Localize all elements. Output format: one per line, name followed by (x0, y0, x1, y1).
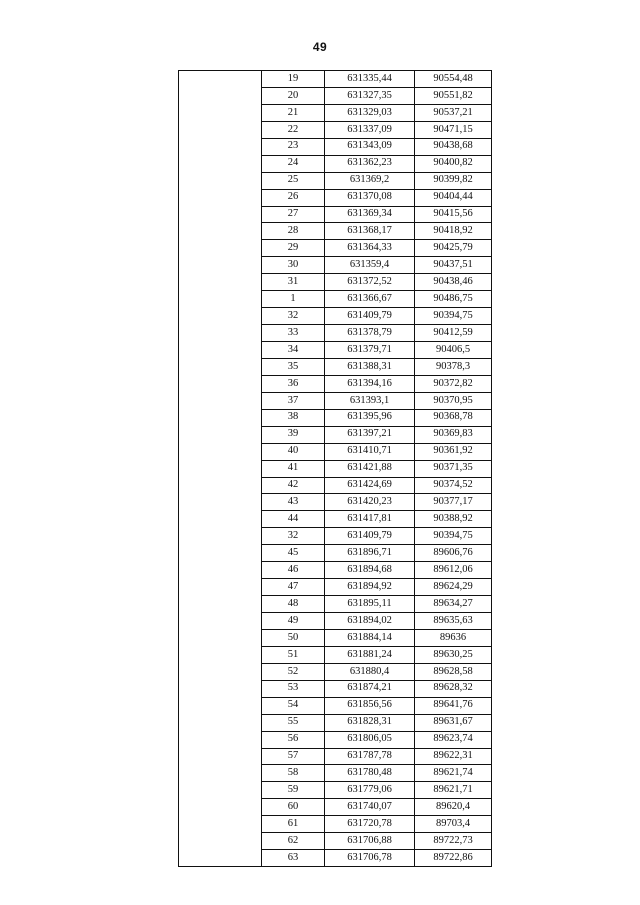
x-coordinate-cell: 631894,02 (325, 613, 415, 630)
y-coordinate-cell: 90486,75 (415, 291, 492, 308)
x-coordinate-cell: 631420,23 (325, 494, 415, 511)
y-coordinate-cell: 89628,58 (415, 663, 492, 680)
x-coordinate-cell: 631369,34 (325, 206, 415, 223)
y-coordinate-cell: 89630,25 (415, 646, 492, 663)
x-coordinate-cell: 631366,67 (325, 291, 415, 308)
x-coordinate-cell: 631856,56 (325, 697, 415, 714)
x-coordinate-cell: 631417,81 (325, 511, 415, 528)
x-coordinate-cell: 631896,71 (325, 545, 415, 562)
x-coordinate-cell: 631828,31 (325, 714, 415, 731)
x-coordinate-cell: 631370,08 (325, 189, 415, 206)
point-number-cell: 45 (262, 545, 325, 562)
x-coordinate-cell: 631369,2 (325, 172, 415, 189)
x-coordinate-cell: 631720,78 (325, 816, 415, 833)
point-number-cell: 24 (262, 155, 325, 172)
x-coordinate-cell: 631424,69 (325, 477, 415, 494)
x-coordinate-cell: 631421,88 (325, 460, 415, 477)
y-coordinate-cell: 90394,75 (415, 308, 492, 325)
y-coordinate-cell: 90374,52 (415, 477, 492, 494)
y-coordinate-cell: 89641,76 (415, 697, 492, 714)
point-number-cell: 52 (262, 663, 325, 680)
point-number-cell: 43 (262, 494, 325, 511)
point-number-cell: 55 (262, 714, 325, 731)
x-coordinate-cell: 631806,05 (325, 731, 415, 748)
y-coordinate-cell: 90361,92 (415, 443, 492, 460)
point-number-cell: 32 (262, 528, 325, 545)
x-coordinate-cell: 631895,11 (325, 596, 415, 613)
point-number-cell: 36 (262, 375, 325, 392)
point-number-cell: 35 (262, 358, 325, 375)
x-coordinate-cell: 631787,78 (325, 748, 415, 765)
y-coordinate-cell: 89612,06 (415, 562, 492, 579)
point-number-cell: 21 (262, 104, 325, 121)
coordinates-table-container (178, 70, 492, 867)
point-number-cell: 20 (262, 87, 325, 104)
x-coordinate-cell: 631706,78 (325, 850, 415, 867)
y-coordinate-cell: 89621,71 (415, 782, 492, 799)
coordinates-table (178, 70, 492, 867)
point-number-cell: 50 (262, 629, 325, 646)
y-coordinate-cell: 89621,74 (415, 765, 492, 782)
y-coordinate-cell: 90551,82 (415, 87, 492, 104)
point-number-cell: 57 (262, 748, 325, 765)
point-number-cell: 22 (262, 121, 325, 138)
y-coordinate-cell: 90399,82 (415, 172, 492, 189)
x-coordinate-cell: 631395,96 (325, 409, 415, 426)
x-coordinate-cell: 631388,31 (325, 358, 415, 375)
point-number-cell: 62 (262, 833, 325, 850)
point-number-cell: 32 (262, 308, 325, 325)
point-number-cell: 47 (262, 579, 325, 596)
x-coordinate-cell: 631368,17 (325, 223, 415, 240)
table-row (179, 71, 492, 88)
x-coordinate-cell: 631409,79 (325, 308, 415, 325)
x-coordinate-cell: 631359,4 (325, 257, 415, 274)
point-number-cell: 51 (262, 646, 325, 663)
x-coordinate-cell: 631335,44 (325, 71, 415, 88)
x-coordinate-cell: 631780,48 (325, 765, 415, 782)
y-coordinate-cell: 89628,32 (415, 680, 492, 697)
y-coordinate-cell: 89631,67 (415, 714, 492, 731)
x-coordinate-cell: 631706,88 (325, 833, 415, 850)
point-number-cell: 37 (262, 392, 325, 409)
x-coordinate-cell: 631884,14 (325, 629, 415, 646)
x-coordinate-cell: 631393,1 (325, 392, 415, 409)
x-coordinate-cell: 631362,23 (325, 155, 415, 172)
y-coordinate-cell: 89623,74 (415, 731, 492, 748)
x-coordinate-cell: 631378,79 (325, 325, 415, 342)
y-coordinate-cell: 90371,35 (415, 460, 492, 477)
y-coordinate-cell: 90369,83 (415, 426, 492, 443)
point-number-cell: 49 (262, 613, 325, 630)
x-coordinate-cell: 631327,35 (325, 87, 415, 104)
x-coordinate-cell: 631337,09 (325, 121, 415, 138)
x-coordinate-cell: 631394,16 (325, 375, 415, 392)
y-coordinate-cell: 90372,82 (415, 375, 492, 392)
point-number-cell: 53 (262, 680, 325, 697)
y-coordinate-cell: 90418,92 (415, 223, 492, 240)
point-number-cell: 60 (262, 799, 325, 816)
point-number-cell: 38 (262, 409, 325, 426)
point-number-cell: 56 (262, 731, 325, 748)
x-coordinate-cell: 631880,4 (325, 663, 415, 680)
y-coordinate-cell: 90415,56 (415, 206, 492, 223)
y-coordinate-cell: 89606,76 (415, 545, 492, 562)
y-coordinate-cell: 90554,48 (415, 71, 492, 88)
y-coordinate-cell: 90378,3 (415, 358, 492, 375)
y-coordinate-cell: 90368,78 (415, 409, 492, 426)
coordinates-table-body (179, 71, 492, 867)
y-coordinate-cell: 89703,4 (415, 816, 492, 833)
y-coordinate-cell: 89624,29 (415, 579, 492, 596)
point-number-cell: 28 (262, 223, 325, 240)
y-coordinate-cell: 89635,63 (415, 613, 492, 630)
y-coordinate-cell: 90537,21 (415, 104, 492, 121)
point-number-cell: 54 (262, 697, 325, 714)
x-coordinate-cell: 631409,79 (325, 528, 415, 545)
x-coordinate-cell: 631397,21 (325, 426, 415, 443)
point-number-cell: 58 (262, 765, 325, 782)
y-coordinate-cell: 90406,5 (415, 342, 492, 359)
y-coordinate-cell: 90394,75 (415, 528, 492, 545)
x-coordinate-cell: 631894,68 (325, 562, 415, 579)
point-number-cell: 23 (262, 138, 325, 155)
point-number-cell: 31 (262, 274, 325, 291)
x-coordinate-cell: 631874,21 (325, 680, 415, 697)
y-coordinate-cell: 90438,46 (415, 274, 492, 291)
point-number-cell: 61 (262, 816, 325, 833)
point-number-cell: 34 (262, 342, 325, 359)
point-number-cell: 44 (262, 511, 325, 528)
y-coordinate-cell: 89636 (415, 629, 492, 646)
y-coordinate-cell: 90404,44 (415, 189, 492, 206)
x-coordinate-cell: 631372,52 (325, 274, 415, 291)
point-number-cell: 48 (262, 596, 325, 613)
point-number-cell: 46 (262, 562, 325, 579)
y-coordinate-cell: 89634,27 (415, 596, 492, 613)
point-number-cell: 29 (262, 240, 325, 257)
y-coordinate-cell: 90400,82 (415, 155, 492, 172)
point-number-cell: 63 (262, 850, 325, 867)
y-coordinate-cell: 89622,31 (415, 748, 492, 765)
x-coordinate-cell: 631779,06 (325, 782, 415, 799)
point-number-cell: 26 (262, 189, 325, 206)
point-number-cell: 30 (262, 257, 325, 274)
x-coordinate-cell: 631379,71 (325, 342, 415, 359)
y-coordinate-cell: 89620,4 (415, 799, 492, 816)
point-number-cell: 1 (262, 291, 325, 308)
y-coordinate-cell: 89722,73 (415, 833, 492, 850)
point-number-cell: 41 (262, 460, 325, 477)
y-coordinate-cell: 90377,17 (415, 494, 492, 511)
x-coordinate-cell: 631740,07 (325, 799, 415, 816)
y-coordinate-cell: 90471,15 (415, 121, 492, 138)
point-number-cell: 42 (262, 477, 325, 494)
page-number: 49 (312, 40, 328, 54)
x-coordinate-cell: 631343,09 (325, 138, 415, 155)
point-number-cell: 33 (262, 325, 325, 342)
x-coordinate-cell: 631894,92 (325, 579, 415, 596)
point-number-cell: 59 (262, 782, 325, 799)
x-coordinate-cell: 631364,33 (325, 240, 415, 257)
y-coordinate-cell: 90437,51 (415, 257, 492, 274)
y-coordinate-cell: 89722,86 (415, 850, 492, 867)
y-coordinate-cell: 90438,68 (415, 138, 492, 155)
empty-merged-cell (179, 71, 262, 867)
point-number-cell: 25 (262, 172, 325, 189)
point-number-cell: 39 (262, 426, 325, 443)
point-number-cell: 19 (262, 71, 325, 88)
x-coordinate-cell: 631881,24 (325, 646, 415, 663)
y-coordinate-cell: 90388,92 (415, 511, 492, 528)
y-coordinate-cell: 90425,79 (415, 240, 492, 257)
y-coordinate-cell: 90412,59 (415, 325, 492, 342)
point-number-cell: 27 (262, 206, 325, 223)
x-coordinate-cell: 631410,71 (325, 443, 415, 460)
y-coordinate-cell: 90370,95 (415, 392, 492, 409)
point-number-cell: 40 (262, 443, 325, 460)
x-coordinate-cell: 631329,03 (325, 104, 415, 121)
